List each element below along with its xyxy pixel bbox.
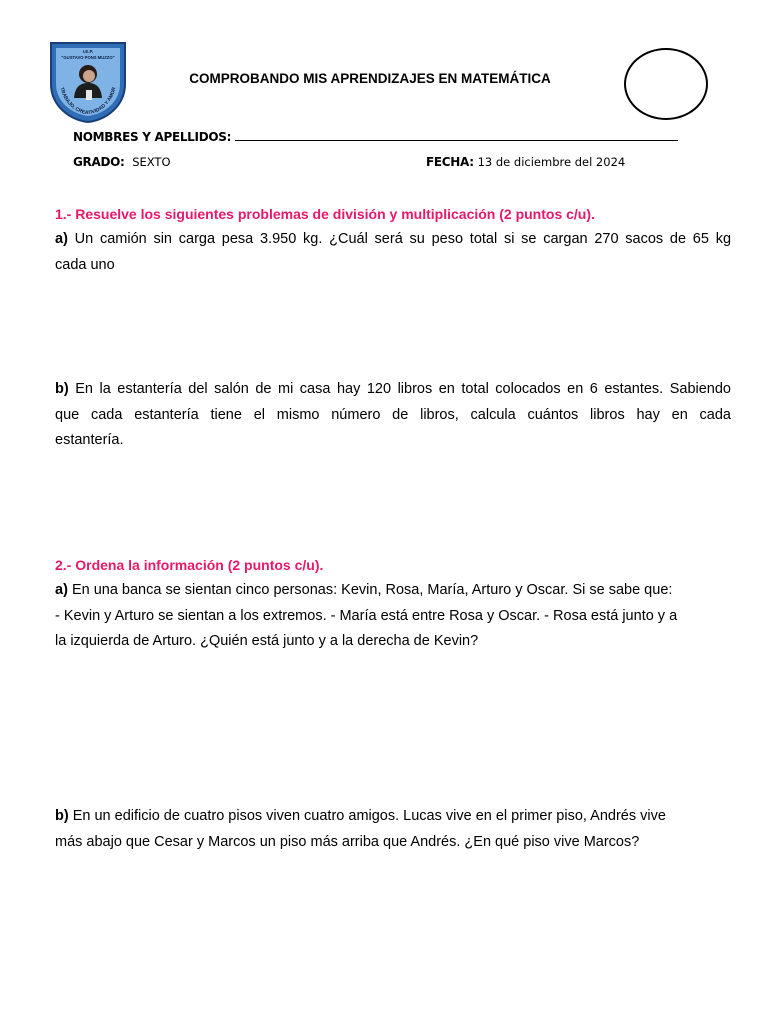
grade-field (73, 155, 171, 169)
problem-1b (55, 377, 731, 454)
problem-1b-line1: b) En la estantería del salón de mi casa hay 120 libros en total colocados en 6 estantes. Sabiendo (55, 381, 731, 397)
problem-2a-line1: a) En una banca se sientan cinco personas: Kevin, Rosa, María, Arturo y Oscar. Si se sabe que: (55, 582, 673, 598)
logo-book (86, 90, 92, 100)
names-field (73, 129, 678, 144)
problem-1a-line2: cada uno (55, 256, 115, 273)
problem-1a-letter: a) (55, 231, 68, 247)
date-value: 13 de diciembre del 2024 (477, 155, 626, 169)
problem-2a (55, 578, 731, 655)
date-field (426, 155, 625, 169)
logo-portrait-face (83, 70, 95, 82)
problem-1b-line2: que cada estantería tiene el mismo número de libros, calcula cuántos libros hay en cada (55, 406, 731, 423)
problem-2a-line2: - Kevin y Arturo se sientan a los extremos. - María está entre Rosa y Oscar. - Rosa está junto y a (55, 607, 678, 624)
logo-school-line1: I.E.P. (82, 49, 94, 54)
problem-1b-letter: b) (55, 381, 69, 397)
problem-2b-line2: más abajo que Cesar y Marcos un piso más arriba que Andrés. ¿En qué piso vive Marcos? (55, 833, 640, 850)
problem-2b-letter: b) (55, 808, 69, 824)
problem-1b-line3: estantería. (55, 432, 124, 448)
problem-1a (55, 227, 731, 278)
problem-2a-line3: la izquierda de Arturo. ¿Quién está junto y a la derecha de Kevin? (55, 633, 479, 649)
section-2-heading: 2.- Ordena la información (2 puntos c/u). (55, 557, 324, 573)
grade-value: SEXTO (132, 155, 171, 169)
school-logo (48, 40, 128, 124)
problem-2b-line1: b) En un edificio de cuatro pisos viven cuatro amigos. Lucas vive en el primer piso, Andrés vive (55, 808, 666, 824)
score-circle (624, 48, 708, 120)
problem-2a-letter: a) (55, 582, 68, 598)
logo-motto: TRABAJO, CREATIVIDAD Y AMOR (58, 86, 118, 117)
logo-school-line2: "GUSTAVO PONS MUZZO" (61, 55, 115, 60)
names-label: NOMBRES Y APELLIDOS: (73, 130, 232, 144)
problem-2b (55, 804, 731, 855)
date-label: FECHA: (426, 155, 474, 169)
section-1-heading: 1.- Resuelve los siguientes problemas de división y multiplicación (2 puntos c/u). (55, 206, 595, 222)
grade-label: GRADO: (73, 155, 125, 169)
names-input-line[interactable] (235, 129, 678, 141)
problem-1a-line1: a) Un camión sin carga pesa 3.950 kg. ¿Cuál será su peso total si se cargan 270 sacos de 65 kg (55, 231, 732, 247)
page-title: COMPROBANDO MIS APRENDIZAJES EN MATEMÁTICA (189, 71, 551, 86)
